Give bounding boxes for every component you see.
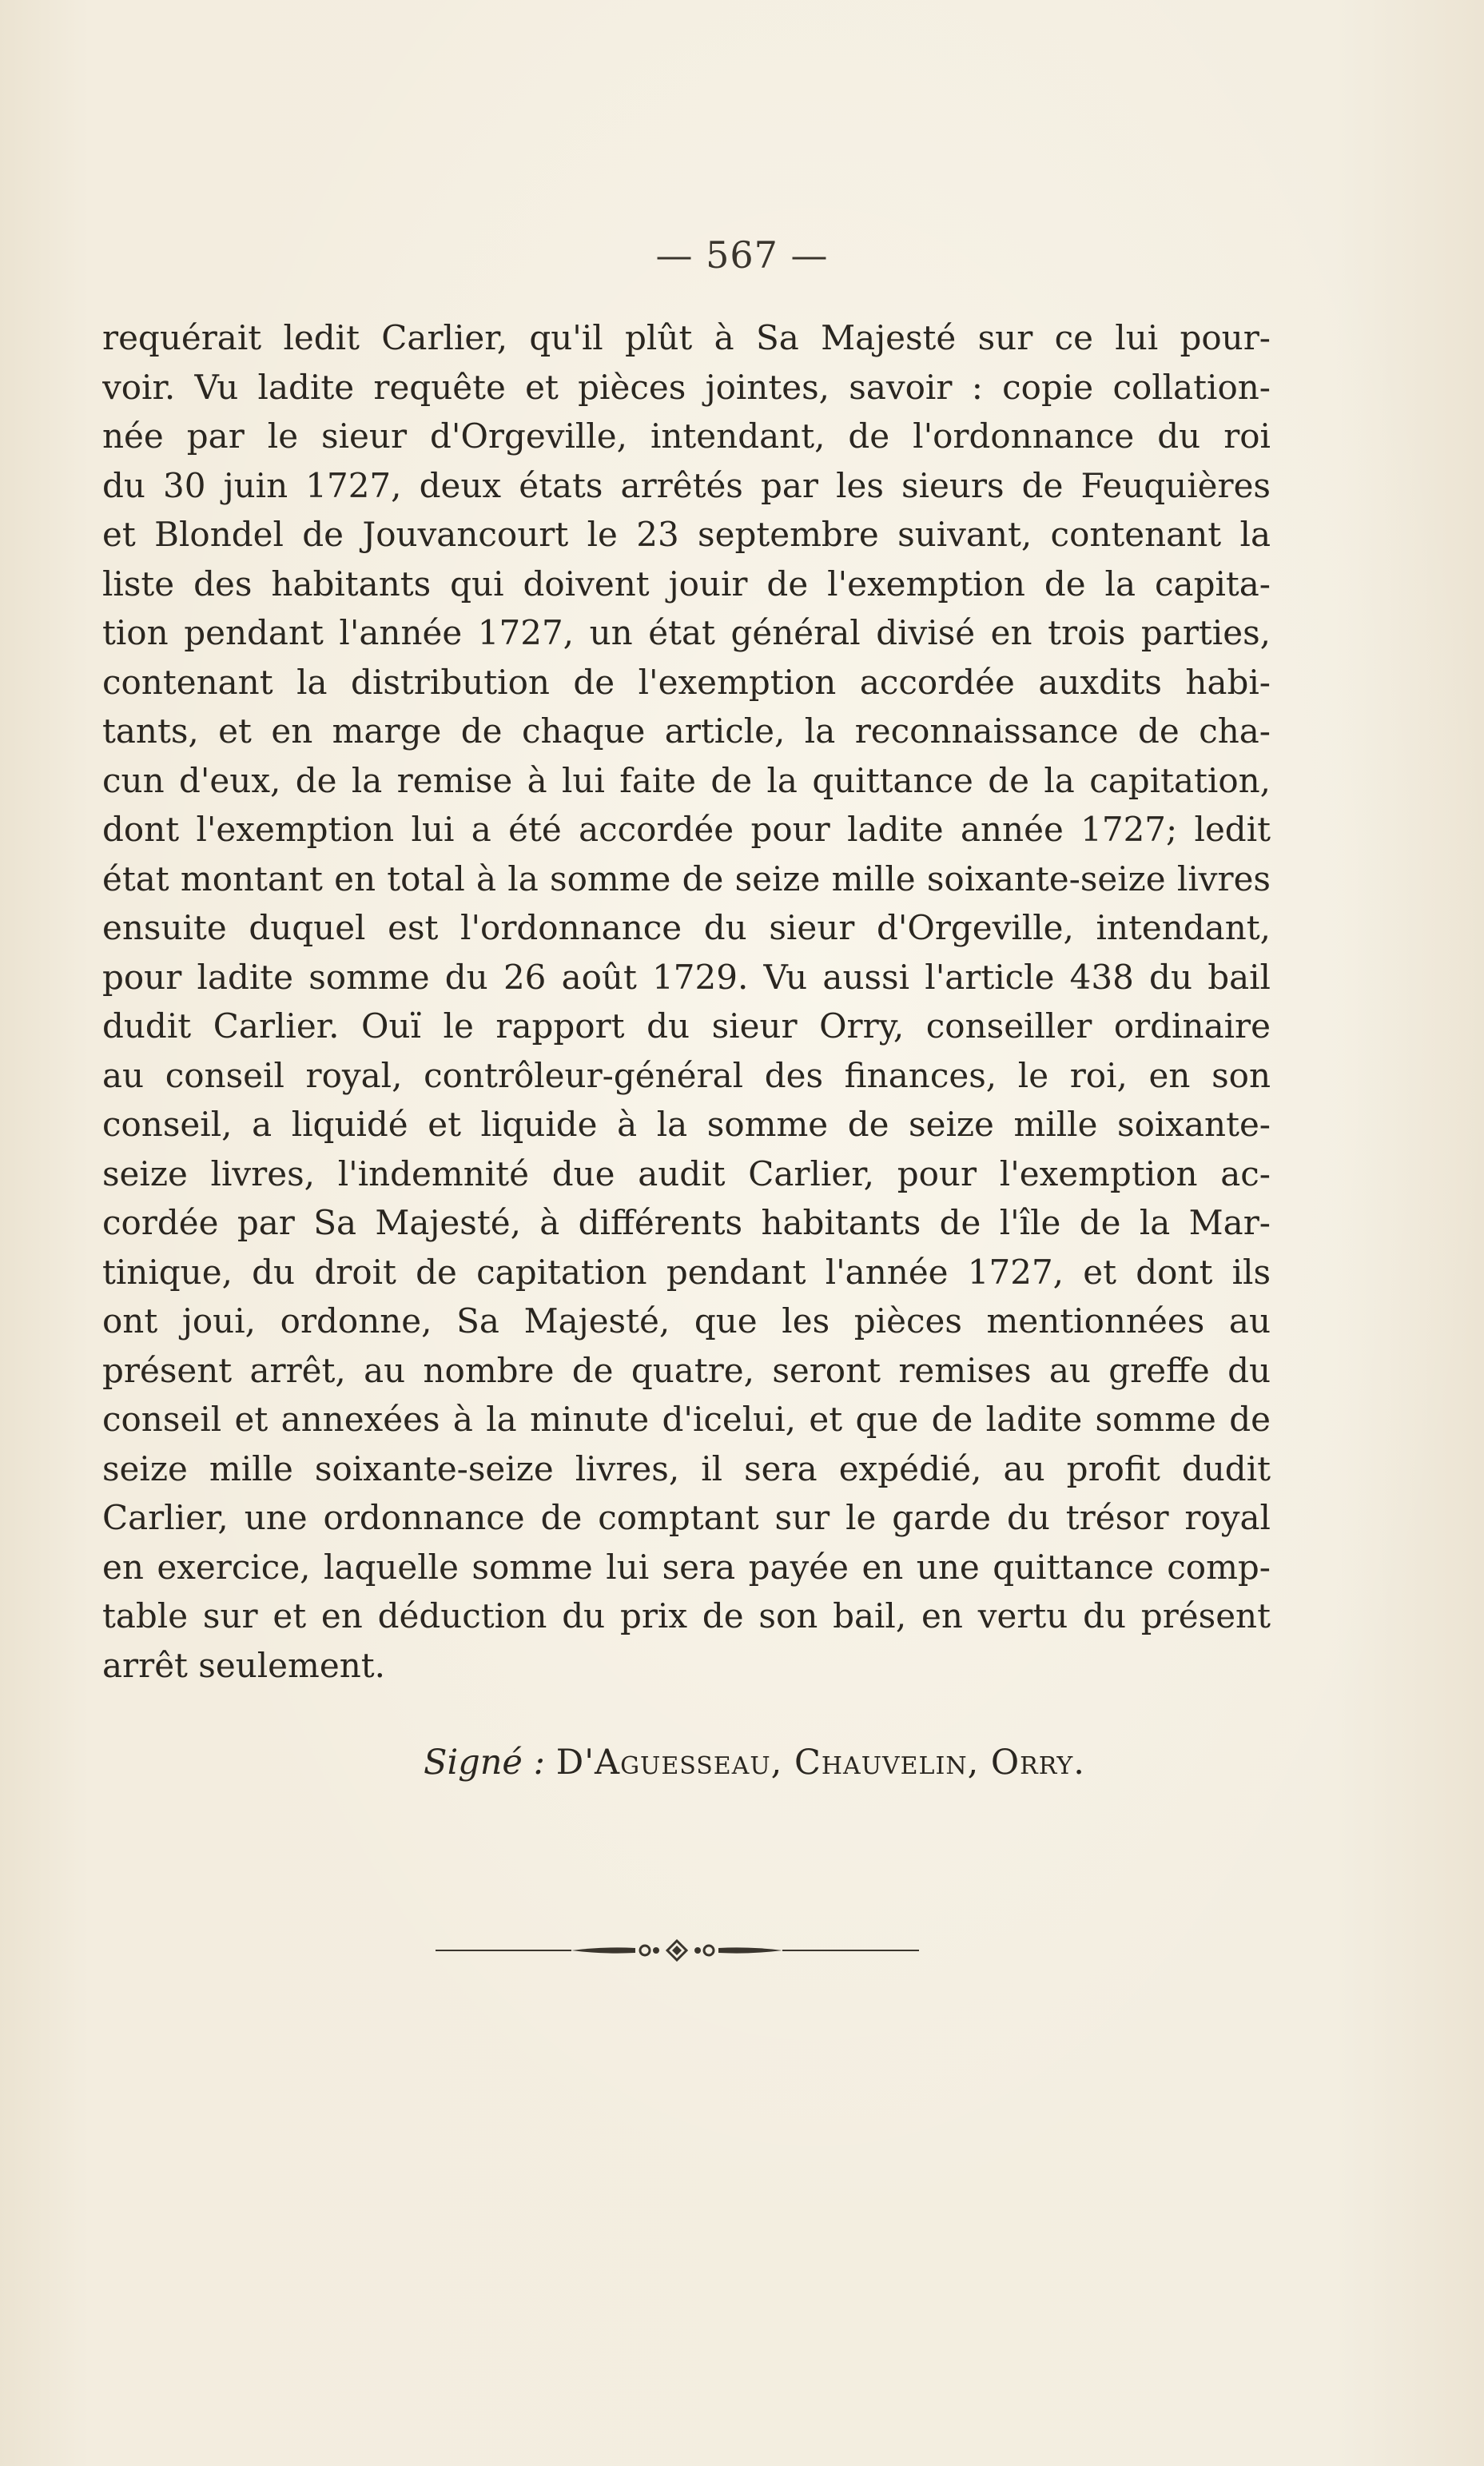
text-line: tinique, du droit de capitation pendant l'année 1727, et dont ils [102,1252,1271,1292]
text-line: au conseil royal, contrôleur-général des finances, le roi, en son [102,1055,1271,1095]
text-line: pour ladite somme du 26 août 1729. Vu aussi l'article 438 du bail [102,957,1271,997]
text-line: ont joui, ordonne, Sa Majesté, que les pièces mentionnées au [102,1301,1271,1341]
page-number: — 567 — [655,233,829,277]
text-line: seize mille soixante-seize livres, il sera expédié, au profit dudit [102,1448,1271,1488]
text-line: dudit Carlier. Ouï le rapport du sieur Orry, conseiller ordinaire [102,1006,1271,1046]
signature-line [424,1743,1085,1783]
text-line: cordée par Sa Majesté, à différents habitants de l'île de la Mar- [102,1203,1271,1242]
text-line: arrêt seulement. [102,1645,385,1685]
text-line: état montant en total à la somme de seize mille soixante-seize livres [102,859,1271,898]
body-text [102,313,1271,1690]
text-line: contenant la distribution de l'exemption accordée auxdits habi- [102,662,1271,702]
text-line: liste des habitants qui doivent jouir de l'exemption de la capita- [102,564,1271,604]
text-line: présent arrêt, au nombre de quatre, seront remises au greffe du [102,1350,1271,1390]
signature-label: Signé : [424,1743,546,1783]
text-line: dont l'exemption lui a été accordée pour ladite année 1727; ledit [102,810,1271,849]
text-line: conseil et annexées à la minute d'icelui, et que de ladite somme de [102,1400,1271,1439]
text-line: table sur et en déduction du prix de son bail, en vertu du présent [102,1596,1271,1635]
text-line: et Blondel de Jouvancourt le 23 septembre suivant, contenant la [102,515,1271,554]
text-line: du 30 juin 1727, deux états arrêtés par les sieurs de Feuquières [102,465,1271,505]
text-line: tion pendant l'année 1727, un état général divisé en trois parties, [102,613,1271,652]
text-line: conseil, a liquidé et liquide à la somme de seize mille soixante- [102,1105,1271,1144]
text-line: née par le sieur d'Orgeville, intendant, de l'ordonnance du roi [102,416,1271,456]
text-line: voir. Vu ladite requête et pièces jointes, savoir : copie collation- [102,367,1271,407]
text-line: en exercice, laquelle somme lui sera payée en une quittance comp- [102,1547,1271,1587]
text-line: seize livres, l'indemnité due audit Carlier, pour l'exemption ac- [102,1153,1271,1193]
signatory-names: D'Aguesseau, Chauvelin, Orry. [555,1743,1085,1783]
text-line: tants, et en marge de chaque article, la reconnaissance de cha- [102,711,1271,751]
text-line: cun d'eux, de la remise à lui faite de la quittance de la capitation, [102,760,1271,800]
decorative-rule-ornament-icon [436,1934,919,1966]
text-line: requérait ledit Carlier, qu'il plût à Sa Majesté sur ce lui pour- [102,318,1271,357]
text-line: ensuite duquel est l'ordonnance du sieur d'Orgeville, intendant, [102,908,1271,947]
text-line: Carlier, une ordonnance de comptant sur le garde du trésor royal [102,1498,1271,1537]
